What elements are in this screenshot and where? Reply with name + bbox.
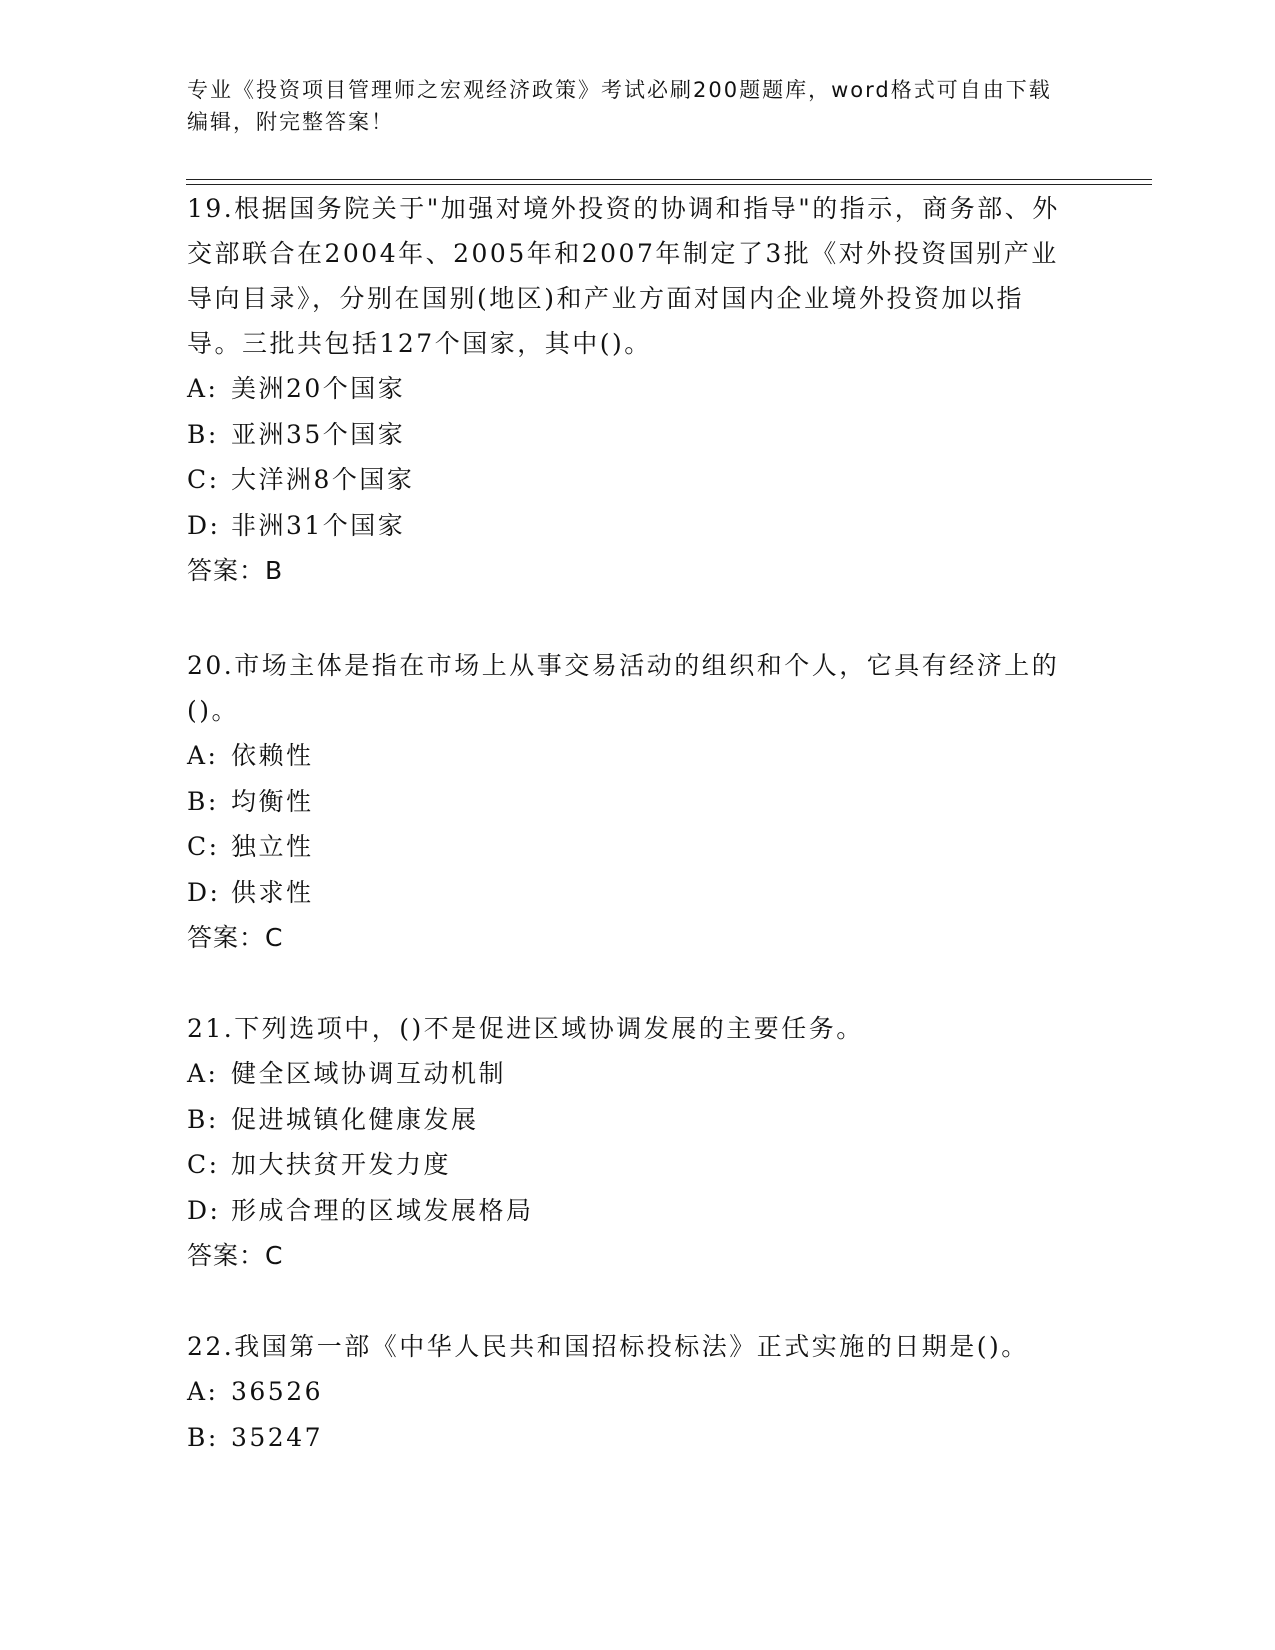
option-letter: D: bbox=[187, 877, 221, 907]
option-c bbox=[187, 1142, 1067, 1188]
option-text: 36526 bbox=[231, 1377, 324, 1406]
option-a bbox=[187, 366, 1067, 412]
option-d bbox=[187, 870, 1067, 916]
option-letter: A: bbox=[187, 741, 219, 770]
option-letter: D: bbox=[187, 510, 221, 540]
option-text: 形成合理的区域发展格局 bbox=[231, 1195, 534, 1225]
option-text: 依赖性 bbox=[231, 741, 314, 770]
option-letter: B: bbox=[187, 786, 219, 816]
option-text: 加大扶贫开发力度 bbox=[231, 1150, 452, 1179]
option-b bbox=[187, 1097, 1067, 1143]
option-text: 大洋洲8个国家 bbox=[231, 465, 415, 494]
option-text: 美洲20个国家 bbox=[231, 374, 406, 403]
option-a bbox=[187, 1051, 1067, 1097]
answer-line: 答案：C bbox=[187, 1241, 284, 1270]
answer-line: 答案：B bbox=[187, 556, 284, 585]
option-letter: C: bbox=[187, 832, 220, 861]
option-text: 健全区域协调互动机制 bbox=[231, 1059, 507, 1088]
question-text: 19.根据国务院关于"加强对境外投资的协调和指导"的指示，商务部、外交部联合在2004年、2005年和2007年制定了3批《对外投资国别产业导向目录》，分别在国别(地区)和产业方面对国内企业境外投资加以指导。三批共包括127个国家，其中()。 bbox=[187, 194, 1060, 358]
question-21 bbox=[187, 1006, 1067, 1279]
option-letter: A: bbox=[187, 1059, 219, 1088]
option-text: 35247 bbox=[231, 1422, 324, 1452]
option-b bbox=[187, 779, 1067, 825]
question-text: 21.下列选项中，()不是促进区域协调发展的主要任务。 bbox=[187, 1014, 864, 1043]
option-text: 供求性 bbox=[231, 877, 314, 907]
option-letter: B: bbox=[187, 419, 219, 449]
answer-line: 答案：C bbox=[187, 923, 284, 952]
option-b bbox=[187, 1415, 1067, 1461]
question-20 bbox=[187, 643, 1067, 961]
option-d bbox=[187, 1188, 1067, 1234]
question-22 bbox=[187, 1324, 1067, 1460]
option-c bbox=[187, 824, 1067, 870]
option-letter: C: bbox=[187, 1150, 220, 1179]
option-text: 独立性 bbox=[231, 832, 314, 861]
option-letter: B: bbox=[187, 1422, 219, 1452]
option-letter: B: bbox=[187, 1104, 219, 1134]
option-a bbox=[187, 733, 1067, 779]
option-d bbox=[187, 503, 1067, 549]
option-text: 均衡性 bbox=[231, 786, 314, 816]
document-header: 专业《投资项目管理师之宏观经济政策》考试必刷200题题库，word格式可自由下载编辑，附完整答案！ bbox=[187, 78, 1052, 134]
option-letter: A: bbox=[187, 374, 219, 403]
option-text: 促进城镇化健康发展 bbox=[231, 1104, 479, 1134]
header-divider-top bbox=[186, 179, 1152, 180]
header-divider-bottom bbox=[186, 184, 1152, 185]
option-text: 非洲31个国家 bbox=[231, 510, 406, 540]
option-letter: D: bbox=[187, 1195, 221, 1225]
option-text: 亚洲35个国家 bbox=[231, 419, 406, 449]
question-19 bbox=[187, 186, 1067, 594]
option-letter: A: bbox=[187, 1377, 219, 1406]
option-letter: C: bbox=[187, 465, 220, 494]
option-b bbox=[187, 412, 1067, 458]
option-c bbox=[187, 457, 1067, 503]
question-text: 22.我国第一部《中华人民共和国招标投标法》正式实施的日期是()。 bbox=[187, 1332, 1029, 1361]
question-text: 20.市场主体是指在市场上从事交易活动的组织和个人，它具有经济上的()。 bbox=[187, 651, 1060, 725]
option-a bbox=[187, 1369, 1067, 1415]
